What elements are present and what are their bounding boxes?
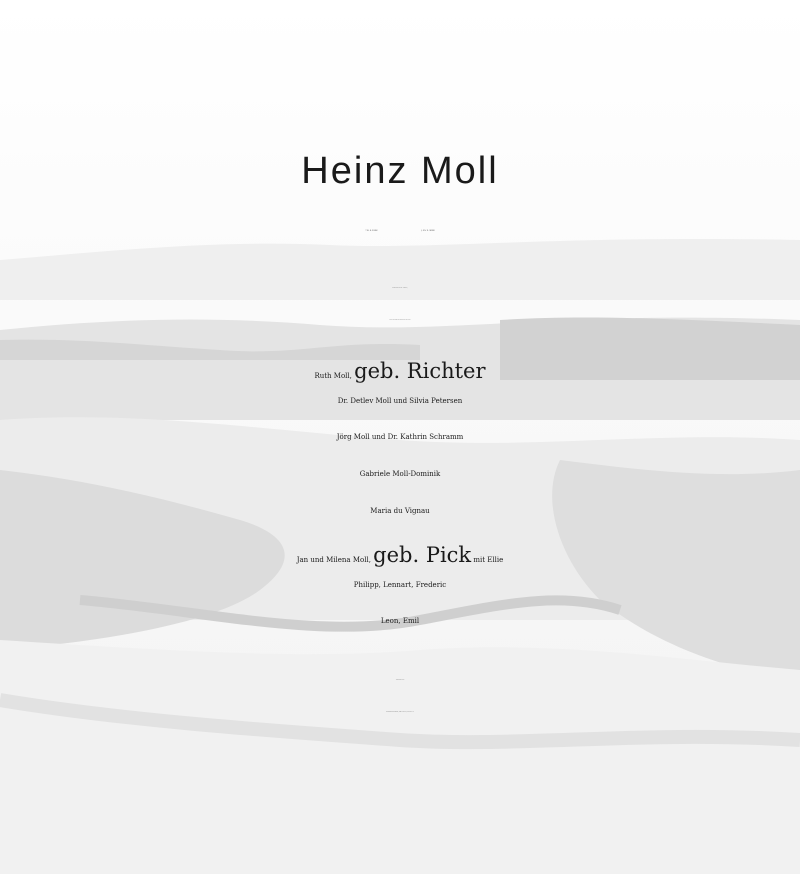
mourning-house: Trauerhaus Moll [395,680,405,681]
family-line-5: Maria du Vignau [370,507,430,515]
family-member-suffix: mit Ellie [473,556,504,564]
family-line-8: Leon, Emil [380,617,420,625]
verse-line-2: doch dich erlöst zu wissen gibt uns Trost. [389,320,411,321]
family-line-1 [0,361,800,382]
verse-line-1: Schmerzlich ist der Abschied, [392,288,408,289]
family-line-4: Gabriele Moll-Dominik [359,470,441,478]
family-line-6 [0,545,800,566]
life-dates [0,230,800,232]
family-line-3: Jörg Moll und Dr. Kathrin Schramm [336,433,464,441]
family-member-name: Ruth Moll, [314,372,352,380]
birth-date: * 8. 4. 1926 [365,230,378,232]
maiden-name: geb. Pick [373,543,472,567]
family-line-2: Dr. Detlev Moll und Silvia Petersen [337,397,463,405]
funeral-home-address: Bestattungen Wißmann, 33689 Bielefeld, Netzeweg 40 [386,712,414,713]
maiden-name: geb. Richter [354,359,486,383]
family-line-7: Philipp, Lennart, Frederic [353,581,447,589]
deceased-name: Heinz Moll [301,150,499,192]
family-member-name: Jan und Milena Moll, [296,556,371,564]
death-date: † 19. 2. 2018 [421,230,435,232]
